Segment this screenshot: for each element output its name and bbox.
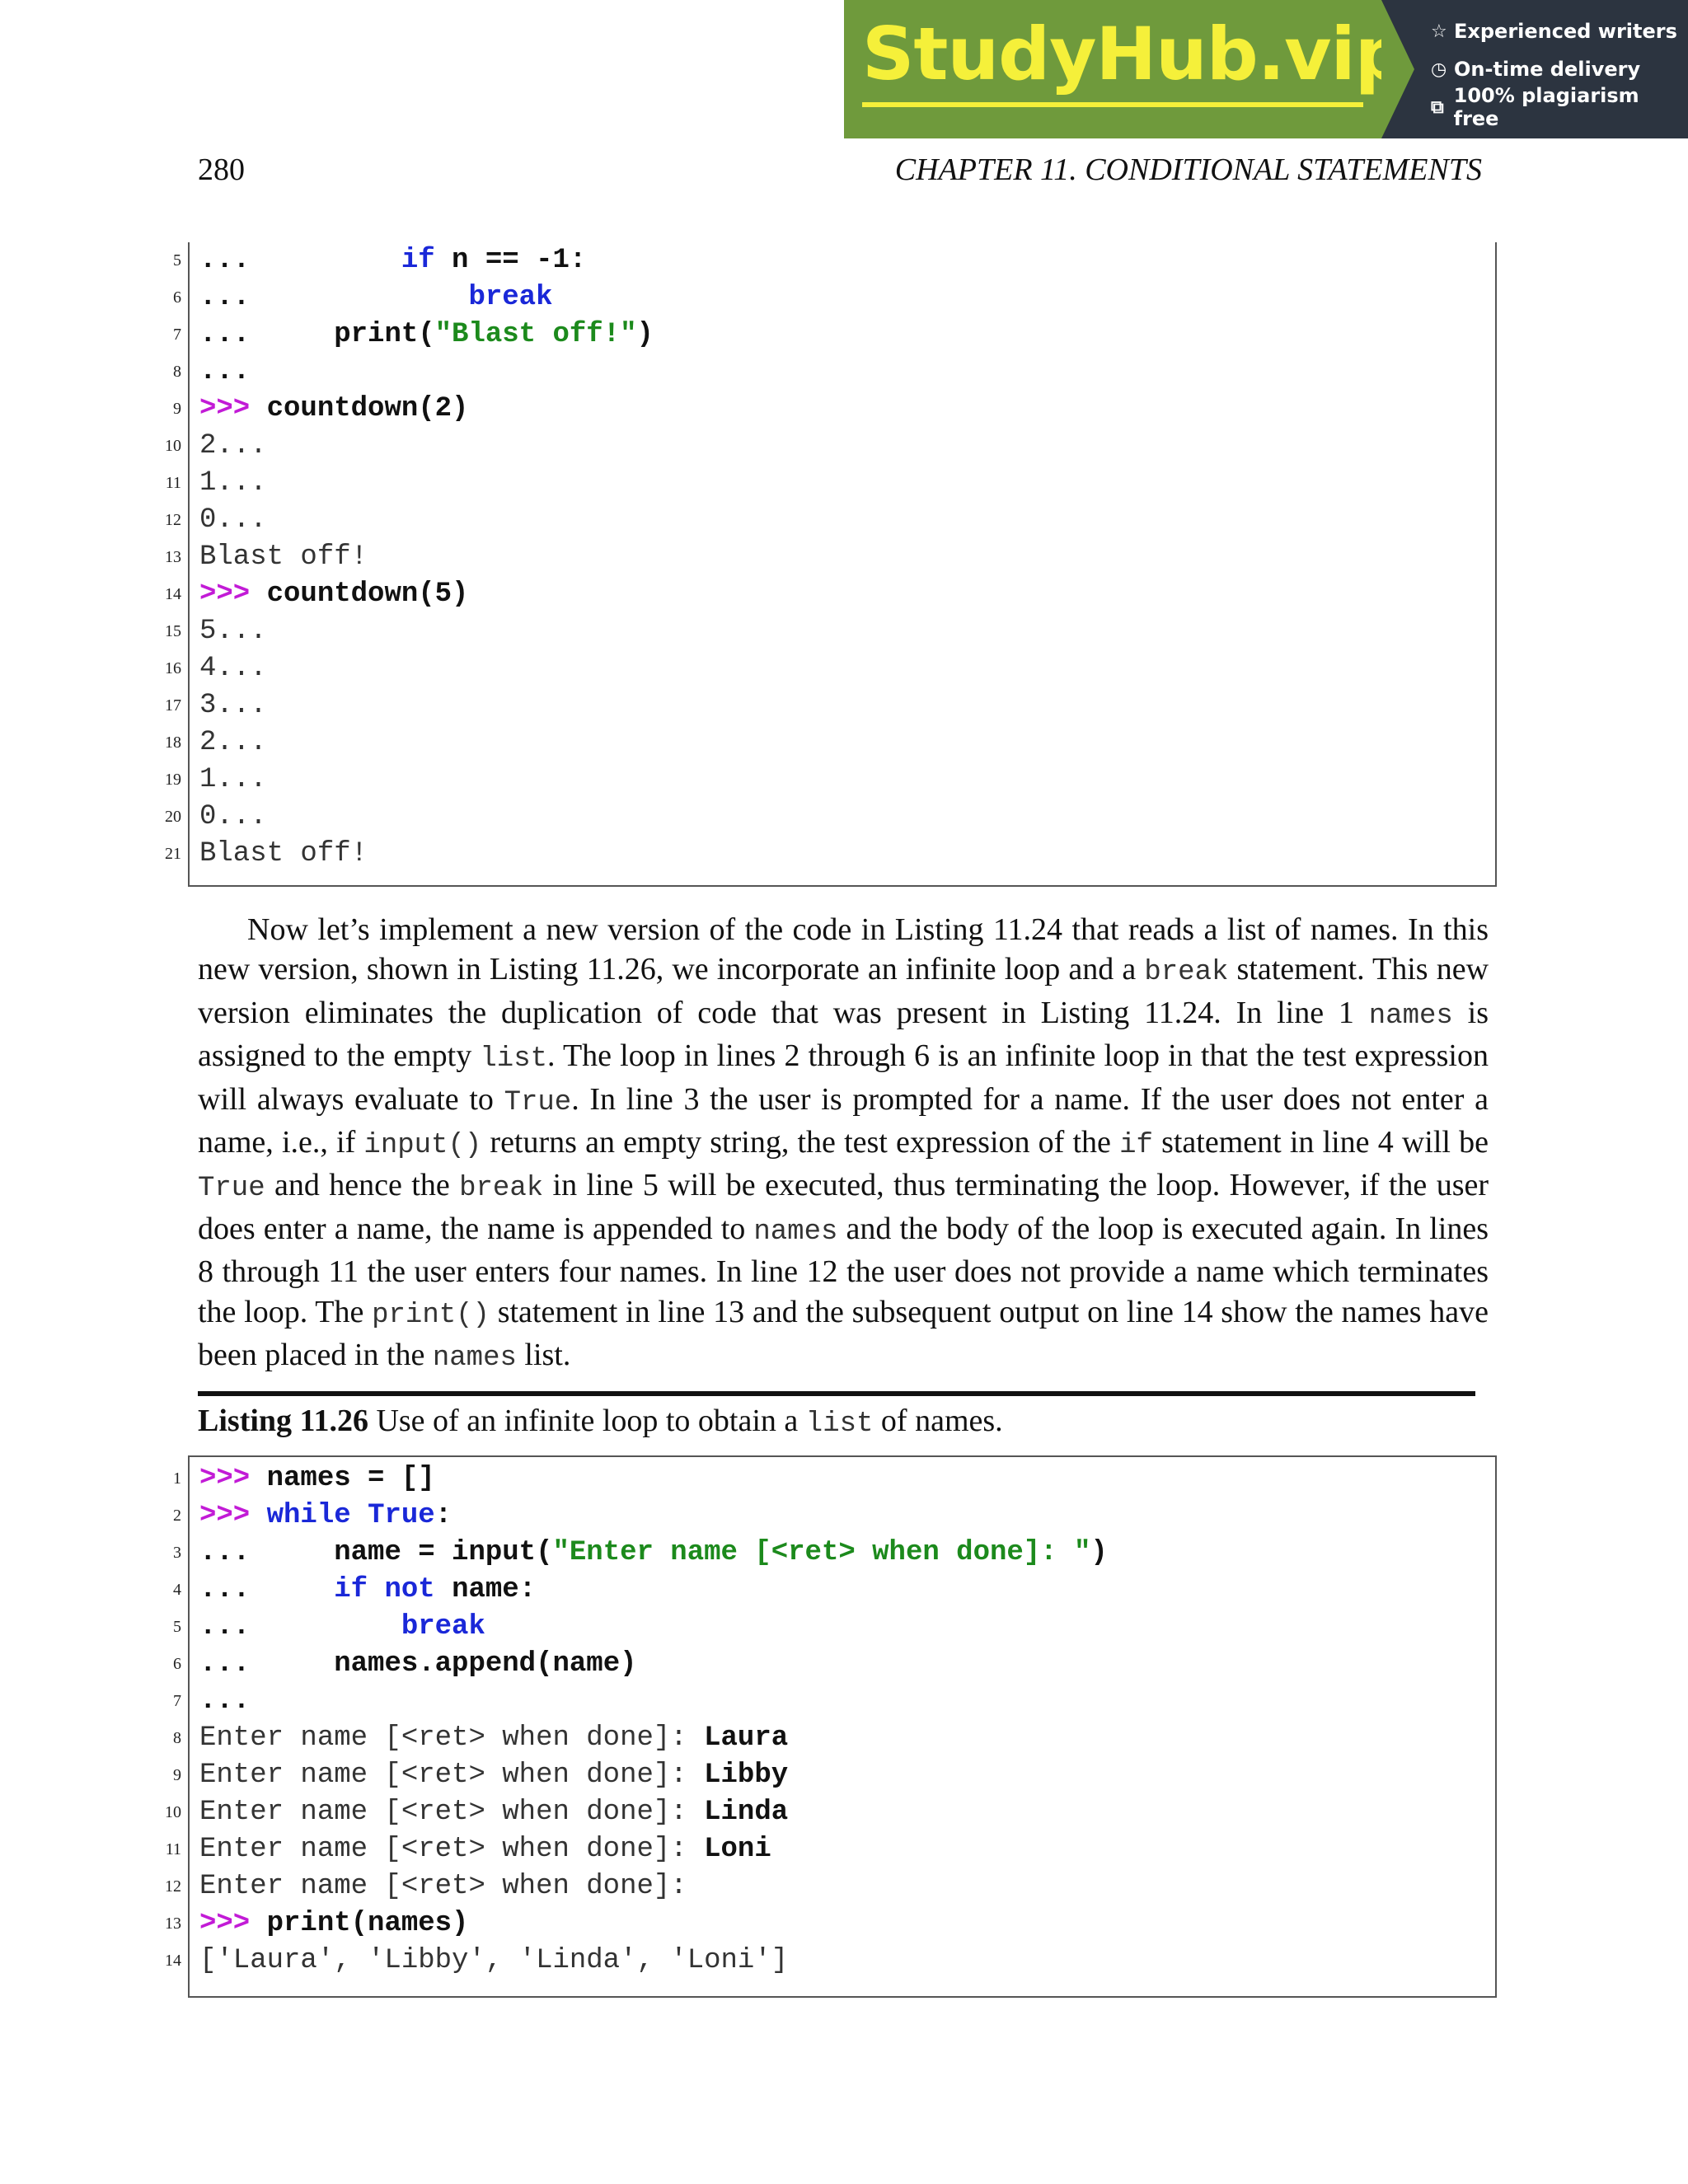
paragraph-text: statement. This new version eliminates the duplication of code that was present in Listing 11.24. In line 1 [198, 952, 1489, 1030]
code-line [199, 836, 368, 872]
code-token: Enter name [<ret> when done]: [199, 1797, 705, 1828]
line-number: 19 [165, 771, 181, 789]
line-number: 16 [165, 659, 181, 677]
code-line [199, 539, 368, 575]
paragraph-text: is assigned to the empty [198, 995, 1489, 1074]
paragraph-text: and the body of the loop is executed again. In lines 8 through 11 the user enters four names. In line 12 the user does not provide a name which terminates the loop. The [198, 1211, 1489, 1329]
code-token: countdown(2) [250, 393, 469, 424]
paragraph-text: statement in line 13 and the subsequent output on line 14 show the names have been placed in the [198, 1294, 1489, 1373]
listing-rule [198, 1391, 1475, 1396]
code-token: if [334, 1574, 368, 1605]
code-line [199, 799, 267, 835]
code-token: 0... [199, 504, 267, 536]
code-token: >>> [199, 1500, 251, 1531]
code-token: n == -1: [434, 245, 587, 276]
line-number: 13 [165, 548, 181, 566]
line-number: 12 [165, 1877, 181, 1896]
line-number: 11 [165, 474, 181, 492]
code-token: ['Laura', 'Libby', 'Linda', 'Loni'] [199, 1945, 789, 1976]
brand-panel [844, 0, 1406, 138]
line-number: 7 [173, 326, 181, 344]
code-token [368, 1574, 384, 1605]
code-token: 0... [199, 801, 267, 832]
code-line [199, 613, 267, 649]
code-token: name: [434, 1574, 537, 1605]
line-number: 7 [173, 1692, 181, 1710]
code-token: 4... [199, 653, 267, 684]
line-number: 9 [173, 400, 181, 418]
paragraph-text: in line 5 will be executed, thus terminating the loop. However, if the user does enter a name, the name is appended to [198, 1168, 1489, 1246]
paragraph-text: list. [516, 1338, 571, 1373]
clock-icon: ◷ [1431, 59, 1447, 80]
code-token: ... [199, 245, 401, 276]
code-token: ... [199, 319, 335, 350]
line-number: 2 [173, 1507, 181, 1525]
feature-on-time-delivery [1381, 55, 1688, 83]
code-line [199, 1905, 468, 1942]
code-token: 1... [199, 764, 267, 795]
line-number: 10 [165, 437, 181, 455]
inline-code: break [1144, 957, 1229, 989]
code-token [351, 1500, 368, 1531]
code-line [199, 1831, 771, 1868]
line-number: 21 [165, 845, 181, 863]
code-token: print(names) [250, 1908, 469, 1939]
code-token: break [401, 1611, 485, 1643]
line-number: 8 [173, 363, 181, 381]
code-token: >>> [199, 1463, 251, 1494]
code-token: while [266, 1500, 351, 1531]
code-line [199, 724, 267, 761]
line-number: 4 [173, 1581, 181, 1599]
code-token: ... [199, 1611, 401, 1643]
line-number: 18 [165, 733, 181, 752]
brand-logo: StudyHub.vip [862, 12, 1406, 96]
code-token: names = [] [250, 1463, 435, 1494]
code-line [199, 576, 468, 612]
line-number: 3 [173, 1544, 181, 1562]
code-line [199, 650, 267, 687]
code-token: >>> [199, 579, 251, 610]
code-token: ) [1090, 1537, 1108, 1568]
code-token [250, 1500, 266, 1531]
code-token: >>> [199, 1908, 251, 1939]
code-token: ... [199, 1685, 251, 1717]
code-line [199, 1757, 788, 1793]
code-token: : [434, 1500, 452, 1531]
code-token: 3... [199, 690, 267, 721]
copy-icon: ⧉ [1431, 96, 1444, 118]
code-token: Loni [704, 1834, 771, 1865]
line-number: 1 [173, 1469, 181, 1488]
code-line [199, 1794, 788, 1830]
line-number: 14 [165, 585, 181, 603]
paragraph-text: and hence the [265, 1168, 460, 1203]
code-token: ... [199, 1648, 335, 1680]
code-line [199, 242, 586, 279]
code-line [199, 1868, 687, 1905]
page-number: 280 [198, 152, 245, 187]
code-line [199, 1646, 637, 1682]
inline-code: names [432, 1343, 517, 1375]
code-token: "Enter name [<ret> when done]: " [552, 1537, 1091, 1568]
feature-text: Experienced writers [1454, 20, 1677, 43]
line-number: 10 [165, 1803, 181, 1821]
code-line [199, 465, 267, 501]
feature-text: 100% plagiarism free [1453, 84, 1639, 130]
line-number: 9 [173, 1766, 181, 1784]
code-line [199, 762, 267, 798]
code-line [199, 1609, 485, 1645]
feature-text: On-time delivery [1454, 58, 1641, 81]
brand-underline [862, 102, 1363, 107]
code-token: ... [199, 282, 469, 313]
line-number: 17 [165, 696, 181, 715]
paragraph-text: . The loop in lines 2 through 6 is an infinite loop in that the test expression will always evaluate to [198, 1038, 1489, 1117]
code-line [199, 1497, 452, 1534]
inline-code: True [504, 1086, 572, 1118]
chapter-title: CHAPTER 11. CONDITIONAL STATEMENTS [894, 152, 1482, 187]
code-token: 1... [199, 467, 267, 499]
banner-arrow-shape [1381, 0, 1414, 138]
code-token: Libby [704, 1760, 789, 1791]
inline-code: input() [363, 1130, 482, 1162]
promo-banner[interactable] [844, 0, 1688, 138]
inline-code: list [480, 1043, 548, 1076]
code-token: ... [199, 1574, 335, 1605]
line-number: 6 [173, 1655, 181, 1673]
inline-code: break [459, 1173, 544, 1205]
code-token: >>> [199, 393, 251, 424]
paragraph-text: Now let’s implement a new version of the code in Listing 11.24 that reads a list of names. In this new version, shown in Listing 11.26, we incorporate an infinite loop and a [198, 912, 1489, 987]
paragraph-text: . In line 3 the user is prompted for a name. If the user does not enter a name, i.e., if [198, 1081, 1489, 1160]
listing-caption [198, 1401, 1003, 1444]
code-token: if [401, 245, 435, 276]
code-line [199, 354, 250, 390]
code-line [199, 1683, 250, 1719]
paragraph-text: statement in line 4 will be [1152, 1125, 1489, 1160]
code-token: 2... [199, 430, 267, 462]
caption-code: list [805, 1408, 874, 1440]
code-token: Enter name [<ret> when done]: [199, 1722, 705, 1754]
code-token: ) [636, 319, 654, 350]
line-number: 13 [165, 1915, 181, 1933]
code-token: True [368, 1500, 435, 1531]
line-number: 5 [173, 1618, 181, 1636]
code-token: Blast off! [199, 541, 368, 573]
code-token: names.append(name) [334, 1648, 637, 1680]
code-line [199, 502, 267, 538]
code-token: Enter name [<ret> when done]: [199, 1760, 705, 1791]
code-token: Linda [704, 1797, 789, 1828]
inline-code: print() [372, 1299, 490, 1331]
code-line [199, 1943, 788, 1979]
line-number: 15 [165, 622, 181, 640]
line-number: 8 [173, 1729, 181, 1747]
feature-experienced-writers [1381, 17, 1688, 45]
code-token: Blast off! [199, 838, 368, 869]
feature-plagiarism-free [1381, 84, 1688, 130]
caption-text-before: Use of an infinite loop to obtain a [376, 1404, 806, 1438]
code-listing-continued [165, 242, 1497, 887]
code-token: Enter name [<ret> when done]: [199, 1834, 705, 1865]
line-number: 5 [173, 251, 181, 269]
code-token: countdown(5) [250, 579, 469, 610]
paragraph-text: returns an empty string, the test expression of the [481, 1125, 1120, 1160]
line-number: 20 [165, 808, 181, 826]
code-token: Enter name [<ret> when done]: [199, 1871, 687, 1902]
features-panel [1381, 0, 1688, 138]
code-line [199, 1720, 788, 1756]
code-line [199, 279, 552, 316]
body-paragraph [198, 910, 1489, 1378]
code-listing-11-26 [165, 1455, 1497, 1998]
code-line [199, 391, 468, 427]
code-token: ... [199, 1537, 335, 1568]
code-line [199, 1535, 1108, 1571]
code-token: 5... [199, 616, 267, 647]
code-line [199, 1572, 536, 1608]
inline-code: True [198, 1173, 265, 1205]
code-line [199, 1460, 435, 1497]
code-token: break [468, 282, 553, 313]
listing-label: Listing 11.26 [198, 1404, 368, 1438]
code-token: ... [199, 356, 251, 387]
code-token: 2... [199, 727, 267, 758]
inline-code: names [753, 1216, 838, 1248]
line-number: 14 [165, 1952, 181, 1970]
code-token: not [384, 1574, 435, 1605]
code-line [199, 428, 267, 464]
line-number: 11 [165, 1840, 181, 1858]
code-line [199, 316, 654, 353]
code-token: name = input( [334, 1537, 553, 1568]
line-number: 12 [165, 511, 181, 529]
line-number: 6 [173, 288, 181, 307]
code-token: "Blast off!" [434, 319, 637, 350]
code-token: print( [334, 319, 435, 350]
star-icon: ☆ [1431, 21, 1447, 42]
code-line [199, 687, 267, 724]
code-token: Laura [704, 1722, 789, 1754]
inline-code: if [1119, 1130, 1153, 1162]
caption-text-after: of names. [873, 1404, 1003, 1438]
inline-code: names [1368, 1000, 1453, 1032]
